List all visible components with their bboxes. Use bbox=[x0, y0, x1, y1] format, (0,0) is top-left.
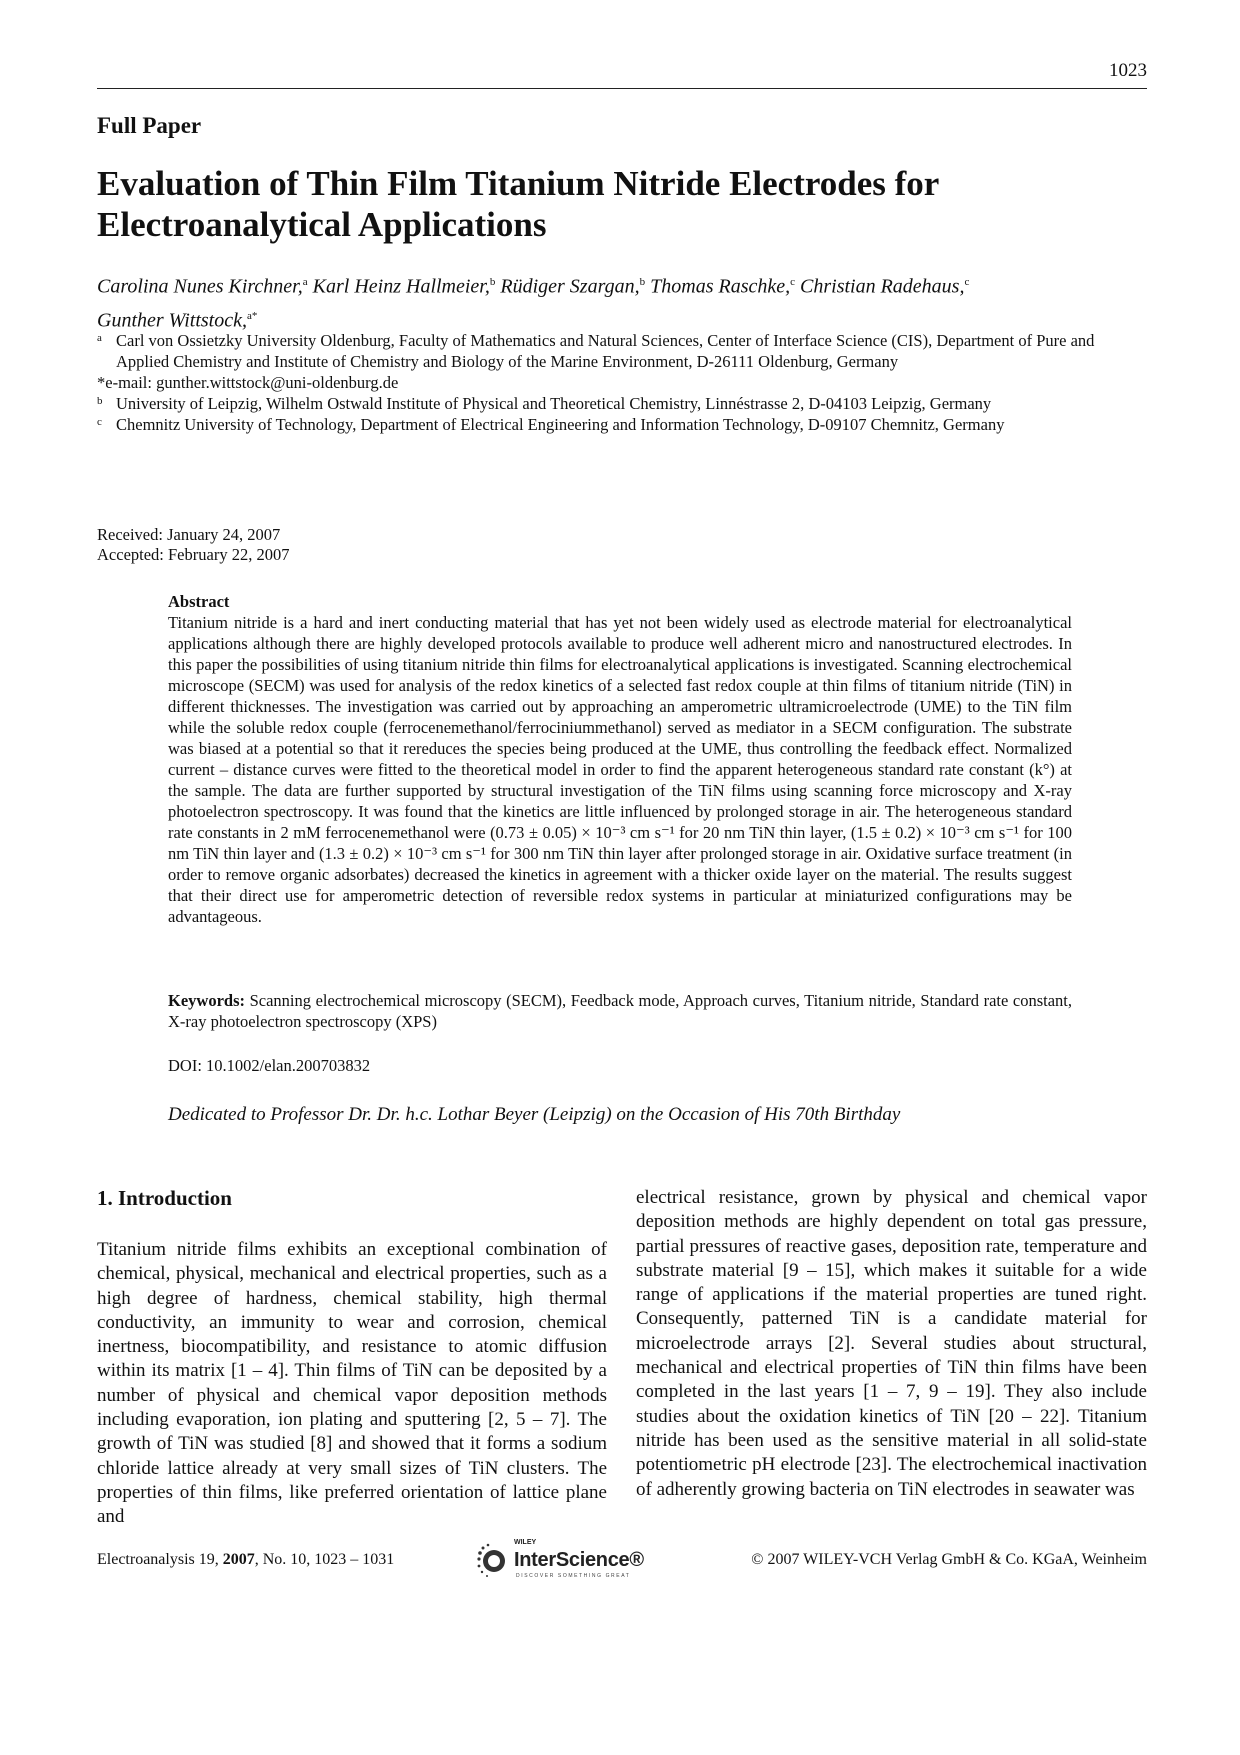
affiliations bbox=[97, 330, 1137, 435]
journal-prefix: Electroanalysis 19, bbox=[97, 1551, 223, 1568]
doi: DOI: 10.1002/elan.200703832 bbox=[168, 1056, 371, 1075]
header-rule bbox=[97, 88, 1147, 89]
received-date: Received: January 24, 2007 bbox=[97, 525, 281, 544]
affiliation-a bbox=[97, 330, 1137, 372]
author-affil-mark: b bbox=[639, 276, 646, 288]
affiliation-text: Carl von Ossietzky University Oldenburg, Faculty of Mathematics and Natural Sciences, Center of Interface Science (CIS), Department of Pure and Applied Chemistry and Institute of Chemistry and Biology of the Marine Environment, D-26111 Oldenburg, Germany bbox=[116, 331, 1095, 371]
affiliation-mark: b bbox=[97, 395, 103, 407]
author-affil-mark: c bbox=[964, 276, 970, 288]
journal-suffix: , No. 10, 1023 – 1031 bbox=[254, 1551, 395, 1568]
affiliation-text: Chemnitz University of Technology, Department of Electrical Engineering and Information Technology, D-09107 Chemnitz, Germany bbox=[116, 415, 1005, 434]
affiliation-mark: c bbox=[97, 416, 102, 428]
keywords bbox=[168, 990, 1072, 1032]
author-name: Christian Radehaus, bbox=[800, 275, 965, 298]
interscience-logo bbox=[476, 1539, 644, 1583]
author-name: Carolina Nunes Kirchner, bbox=[97, 275, 303, 298]
paper-title: Evaluation of Thin Film Titanium Nitride Electrodes for Electroanalytical Applications bbox=[97, 164, 939, 244]
affiliation-c bbox=[97, 414, 1137, 435]
copyright: © 2007 WILEY-VCH Verlag GmbH & Co. KGaA, Weinheim bbox=[751, 1551, 1147, 1568]
keywords-text: Scanning electrochemical microscopy (SECM), Feedback mode, Approach curves, Titanium nitride, Standard rate constant, X-ray photoelectron spectroscopy (XPS) bbox=[168, 991, 1073, 1031]
author-affil-mark: a* bbox=[246, 309, 258, 322]
author-list bbox=[97, 268, 1137, 335]
logo-brand-text: InterScience® bbox=[514, 1549, 644, 1571]
keywords-label: Keywords: bbox=[168, 991, 245, 1010]
journal-year: 2007 bbox=[222, 1551, 255, 1568]
swirl-logo-icon bbox=[476, 1543, 512, 1579]
introduction-heading: 1. Introduction bbox=[97, 1186, 232, 1210]
author-name: Rüdiger Szargan, bbox=[500, 275, 640, 298]
introduction-right-column: electrical resistance, grown by physical and chemical vapor deposition methods are highly dependent on total gas pressure, partial pressures of reactive gases, deposition rate, temperature and substrate material [9 – 15], which makes it suitable for a wide range of applications if the material properties are tuned right. Consequently, patterned TiN is a candidate material for microelectrode arrays [2]. Several studies about structural, mechanical and electrical properties of TiN thin films have been completed in the last years [1 – 7, 9 – 19]. They also include studies about the oxidation kinetics of TiN [20 – 22]. Titanium nitride has been used as the sensitive material in all solid-state potentiometric pH electrode [23]. The electrochemical inactivation of adherently growing bacteria on TiN electrodes in seawater was bbox=[636, 1187, 1147, 1500]
introduction-left-column: Titanium nitride films exhibits an exceptional combination of chemical, physical, mechanical and electrical properties, such as a high degree of hardness, chemical stability, high thermal conductivity, an immunity to wear and corrosion, chemical inertness, biocompatibility, and resistance to atomic diffusion within its matrix [1 – 4]. Thin films of TiN can be deposited by a number of physical and chemical vapor deposition methods including evaporation, ion plating and sputtering [2, 5 – 7]. The growth of TiN was studied [8] and showed that it forms a sodium chloride lattice already at very small sizes of TiN clusters. The properties of thin films, like preferred orientation of lattice plane and bbox=[97, 1239, 607, 1528]
author-affil-mark: c bbox=[790, 276, 796, 288]
author-affil-mark: a bbox=[302, 276, 308, 288]
submission-dates bbox=[97, 525, 289, 565]
abstract-heading: Abstract bbox=[168, 592, 230, 611]
section-label: Full Paper bbox=[97, 113, 202, 138]
dedication: Dedicated to Professor Dr. Dr. h.c. Lothar Beyer (Leipzig) on the Occasion of His 70th Birthday bbox=[168, 1104, 901, 1125]
author-name: Karl Heinz Hallmeier, bbox=[312, 275, 490, 298]
affiliation-b bbox=[97, 393, 1137, 414]
author-name: Gunther Wittstock, bbox=[97, 309, 247, 332]
accepted-date: Accepted: February 22, 2007 bbox=[97, 545, 290, 564]
author-name: Thomas Raschke, bbox=[650, 275, 791, 298]
journal-citation bbox=[97, 1551, 394, 1569]
corresponding-email: *e-mail: gunther.wittstock@uni-oldenburg.de bbox=[97, 373, 399, 392]
abstract-text: Titanium nitride is a hard and inert conducting material that has yet not been widely used as electrode material for electroanalytical applications although there are highly developed protocols available to produce well adherent micro and nanostructured electrodes. In this paper the possibilities of using titanium nitride thin films for electroanalytical applications is investigated. Scanning electrochemical microscope (SECM) was used for analysis of the redox kinetics of a selected fast redox couple at thin films of titanium nitride (TiN) in different thicknesses. The investigation was carried out by approaching an amperometric ultramicroelectrode (UME) to the TiN film while the soluble redox couple (ferrocenemethanol/ferrociniummethanol) served as mediator in a SECM configuration. The substrate was biased at a potential so that it rereduces the species being produced at the UME, thus controlling the feedback effect. Normalized current – distance curves were fitted to the theoretical model in order to find the apparent heterogeneous standard rate constant (k°) at the sample. The data are further supported by structural investigation of the TiN films using scanning force microscopy and X-ray photoelectron spectroscopy. It was found that the kinetics are little influenced by prolonged storage in air. The heterogeneous standard rate constants in 2 mM ferrocenemethanol were (0.73 ± 0.05) × 10⁻³ cm s⁻¹ for 20 nm TiN thin layer, (1.5 ± 0.2) × 10⁻³ cm s⁻¹ for 100 nm TiN thin layer and (1.3 ± 0.2) × 10⁻³ cm s⁻¹ for 300 nm TiN thin layer after prolonged storage in air. Oxidative surface treatment (in order to remove organic adsorbates) decreased the kinetics in agreement with a thicker oxide layer on the material. The results suggest that their direct use for amperometric detection of reversible redox systems in particular at miniaturized configurations may be advantageous. bbox=[168, 613, 1072, 926]
abstract bbox=[168, 591, 1072, 927]
affiliation-text: University of Leipzig, Wilhelm Ostwald Institute of Physical and Theoretical Chemistry, Linnéstrasse 2, D-04103 Leipzig, Germany bbox=[116, 394, 992, 413]
author-affil-mark: b bbox=[489, 276, 496, 288]
page-number: 1023 bbox=[1109, 60, 1147, 81]
logo-wiley-text: WILEY bbox=[514, 1539, 537, 1546]
affiliation-mark: a bbox=[97, 332, 102, 344]
logo-tagline: DISCOVER SOMETHING GREAT bbox=[516, 1573, 631, 1579]
